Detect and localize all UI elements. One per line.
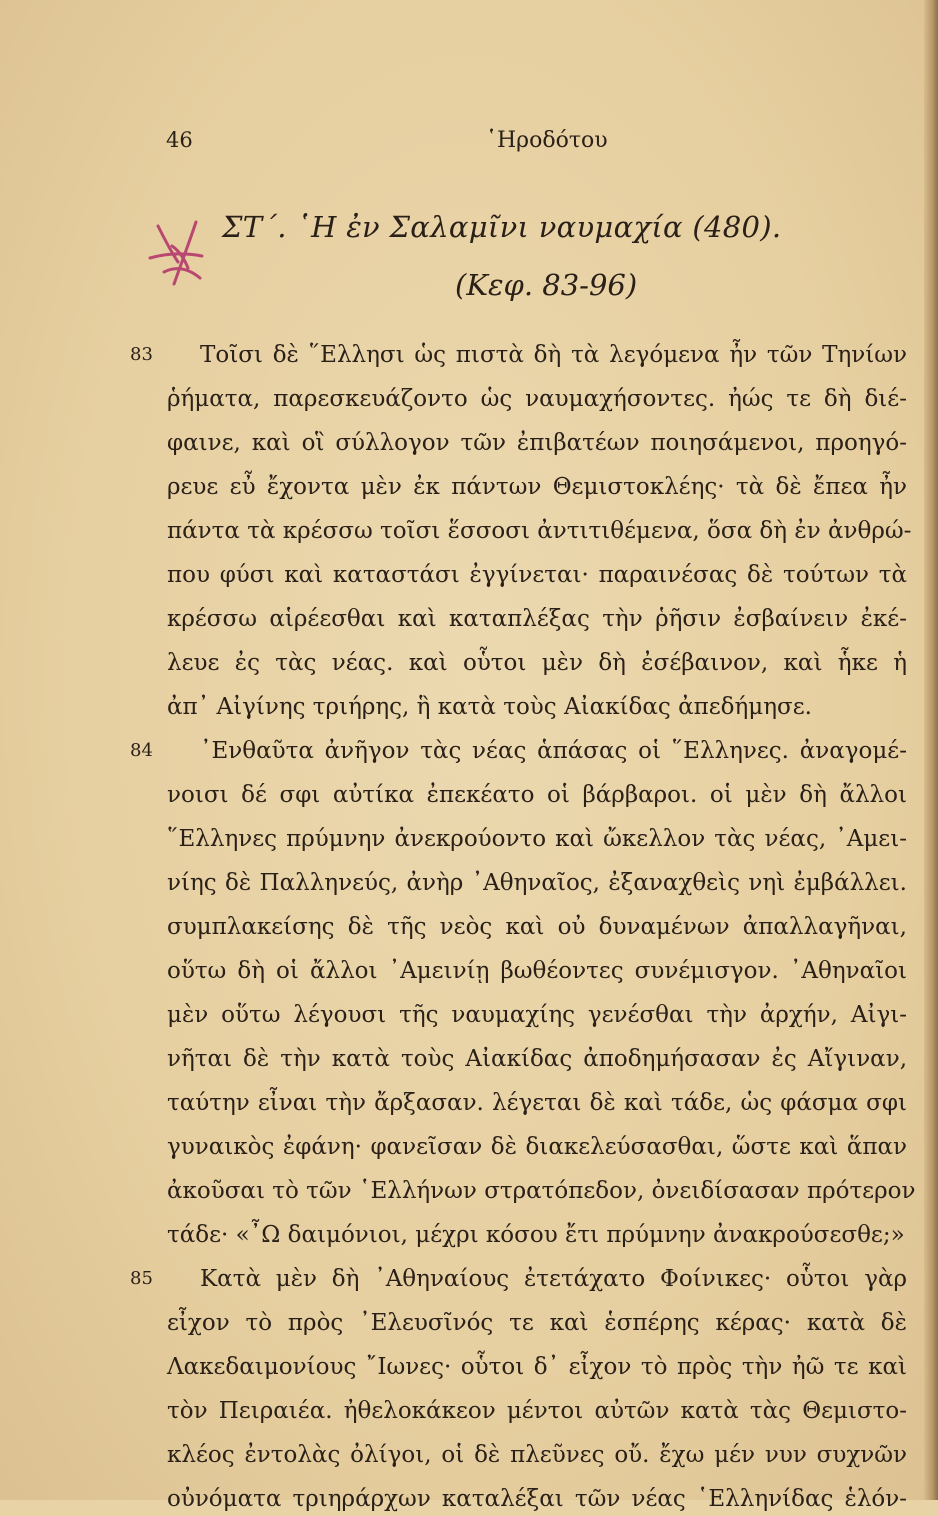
chapter-number: 83 [130,344,153,365]
text-line: ῞Ελληνες πρύμνην ἀνεκρούοντο καὶ ὤκελλον τὰς νέας, ᾿Αμει- [167,826,907,852]
chapter-number: 85 [130,1268,153,1289]
text-line: μὲν οὕτω λέγουσι τῆς ναυμαχίης γενέσθαι τὴν ἀρχήν, Αἰγι- [167,1002,907,1028]
text-line: νῆται δὲ τὴν κατὰ τοὺς Αἰακίδας ἀποδημήσασαν ἐς Αἴγιναν, [167,1046,907,1072]
text-line: γυναικὸς ἐφάνη· φανεῖσαν δὲ διακελεύσασθαι, ὥστε καὶ ἅπαν [167,1134,907,1160]
text-line: Λακεδαιμονίους ῎Ιωνες· οὗτοι δ᾿ εἶχον τὸ πρὸς τὴν ἠῶ τε καὶ [167,1354,907,1380]
text-line: ῥήματα, παρεσκευάζοντο ὡς ναυμαχήσοντες. ἠώς τε δὴ διέ- [167,386,907,412]
text-line: ᾿Ενθαῦτα ἀνῆγον τὰς νέας ἁπάσας οἱ ῞Ελληνες. ἀναγομέ- [200,738,907,764]
pencil-mark-icon [144,218,224,294]
text-line: νίης δὲ Παλληνεύς, ἀνὴρ ᾿Αθηναῖος, ἐξαναχθεὶς νηὶ ἐμβάλλει. [167,870,907,896]
text-line: οὕτω δὴ οἱ ἄλλοι ᾿Αμεινίῃ βωθέοντες συνέμισγον. ᾿Αθηναῖοι [167,958,907,984]
page-header [0,128,938,158]
text-line: τὸν Πειραιέα. ἠθελοκάκεον μέντοι αὐτῶν κατὰ τὰς Θεμιστο- [167,1398,907,1424]
text-line: ταύτην εἶναι τὴν ἄρξασαν. λέγεται δὲ καὶ τάδε, ὡς φάσμα σφι [167,1090,907,1116]
text-line: λευε ἐς τὰς νέας. καὶ οὗτοι μὲν δὴ ἐσέβαινον, καὶ ἧκε ἡ [167,650,907,676]
text-line: οὐνόματα τριηράρχων καταλέξαι τῶν νέας ῾Ελληνίδας ἑλόν- [167,1486,907,1512]
text-line: Κατὰ μὲν δὴ ᾿Αθηναίους ἐτετάχατο Φοίνικες· οὗτοι γὰρ [200,1266,907,1292]
section-subtitle: (Κεφ. 83-96) [455,268,638,302]
chapter-number: 84 [130,740,153,761]
running-head: ῾Ηροδότου [486,128,608,153]
text-line: κλέος ἐντολὰς ὀλίγοι, οἱ δὲ πλεῦνες οὔ. ἔχω μέν νυν συχνῶν [167,1442,907,1468]
text-line: τάδε· «῏Ω δαιμόνιοι, μέχρι κόσου ἔτι πρύμνην ἀνακρούσεσθε;» [167,1222,905,1248]
text-line: κρέσσω αἱρέεσθαι καὶ καταπλέξας τὴν ῥῆσιν ἐσβαίνειν ἐκέ- [167,606,907,632]
text-line: ἀπ᾿ Αἰγίνης τριήρης, ἣ κατὰ τοὺς Αἰακίδας ἀπεδήμησε. [167,694,812,720]
text-line: ρευε εὖ ἔχοντα μὲν ἐκ πάντων Θεμιστοκλέης· τὰ δὲ ἔπεα ἦν [167,474,907,500]
text-line: Τοῖσι δὲ ῞Ελλησι ὡς πιστὰ δὴ τὰ λεγόμενα ἦν τῶν Τηνίων [200,342,907,368]
text-line: πάντα τὰ κρέσσω τοῖσι ἕσσοσι ἀντιτιθέμενα, ὅσα δὴ ἐν ἀνθρώ- [167,518,912,544]
text-line: νοισι δέ σφι αὐτίκα ἐπεκέατο οἱ βάρβαροι. οἱ μὲν δὴ ἄλλοι [167,782,907,808]
text-line: εἶχον τὸ πρὸς ᾿Ελευσῖνός τε καὶ ἑσπέρης κέρας· κατὰ δὲ [167,1310,907,1336]
text-line: φαινε, καὶ οἳ σύλλογον τῶν ἐπιβατέων ποιησάμενοι, προηγό- [167,430,907,456]
section-title: ΣΤ΄. ῾Η ἐν Σαλαμῖνι ναυμαχία (480). [222,210,782,244]
text-line: συμπλακείσης δὲ τῆς νεὸς καὶ οὐ δυναμένων ἀπαλλαγῆναι, [167,914,907,940]
text-line: ἀκοῦσαι τὸ τῶν ῾Ελλήνων στρατόπεδον, ὀνειδίσασαν πρότερον [167,1178,916,1204]
page-edge [924,0,938,1500]
text-line: που φύσι καὶ καταστάσι ἐγγίνεται· παραινέσας δὲ τούτων τὰ [167,562,907,588]
page-number: 46 [166,128,193,152]
